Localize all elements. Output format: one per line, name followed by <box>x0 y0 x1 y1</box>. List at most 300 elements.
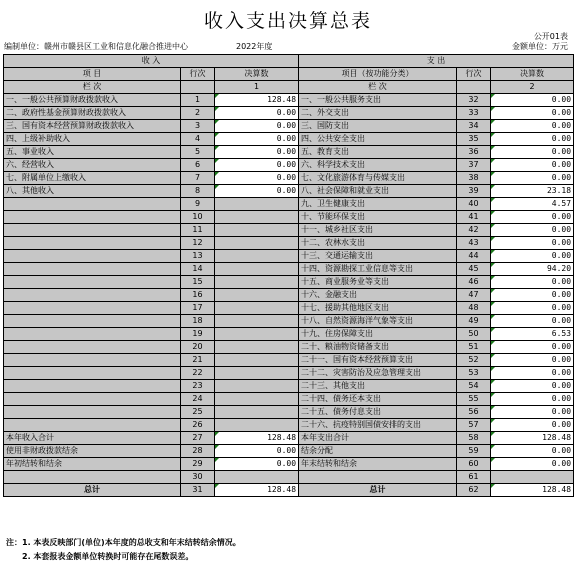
expense-amount-cell[interactable] <box>491 315 574 328</box>
table-row <box>4 393 574 406</box>
table-row <box>4 445 574 458</box>
income-line-cell[interactable]: 8 <box>181 185 215 198</box>
expense-item-cell[interactable]: 十四、资源勘探工业信息等支出 <box>299 263 457 276</box>
expense-line-cell[interactable]: 60 <box>457 458 491 471</box>
expense-line-cell[interactable]: 36 <box>457 146 491 159</box>
table-row <box>4 250 574 263</box>
income-line-cell[interactable]: 23 <box>181 380 215 393</box>
expense-item-cell[interactable]: 二十四、债务还本支出 <box>299 393 457 406</box>
income-line-cell[interactable]: 6 <box>181 159 215 172</box>
expense-amount-cell[interactable] <box>491 276 574 289</box>
income-amount-cell[interactable] <box>215 198 299 211</box>
expense-item-cell[interactable]: 十八、自然资源海洋气象等支出 <box>299 315 457 328</box>
income-amount-cell[interactable] <box>215 94 299 107</box>
expense-item-cell[interactable]: 十七、援助其他地区支出 <box>299 302 457 315</box>
expense-line-cell[interactable]: 35 <box>457 133 491 146</box>
income-line-cell[interactable]: 24 <box>181 393 215 406</box>
income-item-cell[interactable]: 年初结转和结余 <box>4 458 181 471</box>
income-amount-cell[interactable] <box>215 315 299 328</box>
income-item-cell[interactable]: 八、其他收入 <box>4 185 181 198</box>
expense-item-cell[interactable]: 十六、金融支出 <box>299 289 457 302</box>
cell-value: 0.00 <box>276 173 297 182</box>
income-line-cell[interactable]: 21 <box>181 354 215 367</box>
expense-line-cell[interactable]: 33 <box>457 107 491 120</box>
income-item-cell[interactable] <box>4 406 181 419</box>
report-meta <box>0 40 576 53</box>
expense-col-label[interactable]: 栏 次 <box>299 81 457 94</box>
income-line-cell[interactable]: 5 <box>181 146 215 159</box>
table-row <box>4 276 574 289</box>
expense-amount-cell[interactable] <box>491 432 574 445</box>
income-line-cell[interactable]: 28 <box>181 445 215 458</box>
income-line-cell[interactable]: 19 <box>181 328 215 341</box>
expense-item-cell[interactable]: 十一、城乡社区支出 <box>299 224 457 237</box>
table-row <box>4 133 574 146</box>
cell-value: 0.00 <box>551 420 572 429</box>
expense-line-cell[interactable]: 59 <box>457 445 491 458</box>
table-row <box>4 419 574 432</box>
expense-item-cell[interactable]: 二十三、其他支出 <box>299 380 457 393</box>
income-line-cell[interactable]: 9 <box>181 198 215 211</box>
expense-amount-cell[interactable] <box>491 159 574 172</box>
income-item-cell[interactable] <box>4 367 181 380</box>
income-item-cell[interactable] <box>4 289 181 302</box>
cell-value: 0.00 <box>551 134 572 143</box>
table-row <box>4 211 574 224</box>
income-amount-cell[interactable] <box>215 341 299 354</box>
expense-item-cell[interactable]: 五、教育支出 <box>299 146 457 159</box>
income-line-cell[interactable]: 29 <box>181 458 215 471</box>
expense-amount-cell[interactable] <box>491 445 574 458</box>
cell-value: 0.00 <box>276 446 297 455</box>
income-amount-cell[interactable] <box>215 263 299 276</box>
expense-item-cell[interactable]: 二十五、债务付息支出 <box>299 406 457 419</box>
income-line-cell[interactable]: 16 <box>181 289 215 302</box>
expense-line-cell[interactable]: 41 <box>457 211 491 224</box>
footnote-1: 注：1. 本表反映部门(单位)本年度的总收支和年末结转结余情况。 <box>6 538 241 547</box>
income-amount-cell[interactable] <box>215 250 299 263</box>
table-row <box>4 120 574 133</box>
expense-item-cell[interactable]: 一、一般公共服务支出 <box>299 94 457 107</box>
cell-marker-icon <box>491 237 495 241</box>
income-item-cell[interactable]: 四、上级补助收入 <box>4 133 181 146</box>
income-line-header[interactable]: 行次 <box>181 68 215 81</box>
income-line-cell[interactable]: 2 <box>181 107 215 120</box>
expense-line-cell[interactable]: 37 <box>457 159 491 172</box>
income-item-cell[interactable] <box>4 380 181 393</box>
expense-amount-cell[interactable] <box>491 198 574 211</box>
expense-line-cell[interactable]: 38 <box>457 172 491 185</box>
cell-marker-icon <box>491 367 495 371</box>
income-item-cell[interactable]: 六、经营收入 <box>4 159 181 172</box>
expense-amount-cell[interactable] <box>491 484 574 497</box>
cell-marker-icon <box>215 484 219 488</box>
expense-amount-cell[interactable] <box>491 94 574 107</box>
cell-value: 0.00 <box>551 394 572 403</box>
income-line-cell[interactable]: 25 <box>181 406 215 419</box>
table-row <box>4 159 574 172</box>
cell-marker-icon <box>491 419 495 423</box>
expense-line-cell[interactable]: 34 <box>457 120 491 133</box>
table-row <box>4 146 574 159</box>
income-line-cell[interactable]: 22 <box>181 367 215 380</box>
cell-marker-icon <box>491 172 495 176</box>
expense-item-cell[interactable] <box>299 471 457 484</box>
income-item-cell[interactable] <box>4 263 181 276</box>
income-item-cell[interactable] <box>4 198 181 211</box>
cell-value: 0.00 <box>276 134 297 143</box>
cell-marker-icon <box>491 341 495 345</box>
column-index-row <box>4 81 574 94</box>
income-amount-cell[interactable] <box>215 120 299 133</box>
income-amount-cell[interactable] <box>215 224 299 237</box>
expense-item-cell[interactable]: 二十、粮油物资储备支出 <box>299 341 457 354</box>
cell-marker-icon <box>215 146 219 150</box>
expense-amount-cell[interactable] <box>491 328 574 341</box>
expense-item-cell[interactable]: 十三、交通运输支出 <box>299 250 457 263</box>
expense-item-cell[interactable]: 年末结转和结余 <box>299 458 457 471</box>
income-section-header[interactable]: 收 入 <box>4 55 299 68</box>
income-line-cell[interactable]: 26 <box>181 419 215 432</box>
cell-marker-icon <box>491 393 495 397</box>
income-item-cell[interactable]: 使用非财政拨款结余 <box>4 445 181 458</box>
income-line-cell[interactable]: 17 <box>181 302 215 315</box>
cell-value: 0.00 <box>551 238 572 247</box>
expense-line-cell[interactable]: 32 <box>457 94 491 107</box>
expense-line-cell[interactable]: 52 <box>457 354 491 367</box>
income-amount-cell[interactable] <box>215 432 299 445</box>
cell-value: 0.00 <box>551 212 572 221</box>
income-amount-cell[interactable] <box>215 419 299 432</box>
expense-line-cell[interactable]: 61 <box>457 471 491 484</box>
table-row <box>4 107 574 120</box>
income-amount-cell[interactable] <box>215 146 299 159</box>
cell-marker-icon <box>215 133 219 137</box>
expense-amount-cell[interactable] <box>491 289 574 302</box>
income-item-cell[interactable]: 七、附属单位上缴收入 <box>4 172 181 185</box>
expense-amount-cell[interactable] <box>491 380 574 393</box>
expense-item-cell[interactable]: 六、科学技术支出 <box>299 159 457 172</box>
expense-item-cell[interactable]: 二、外交支出 <box>299 107 457 120</box>
cell-marker-icon <box>215 185 219 189</box>
expense-line-cell[interactable]: 44 <box>457 250 491 263</box>
income-col-label[interactable]: 栏 次 <box>4 81 181 94</box>
expense-item-cell[interactable]: 总计 <box>299 484 457 497</box>
expense-amount-cell[interactable] <box>491 419 574 432</box>
expense-line-cell[interactable]: 57 <box>457 419 491 432</box>
cell-marker-icon <box>491 120 495 124</box>
expense-line-cell[interactable]: 58 <box>457 432 491 445</box>
income-line-cell[interactable]: 13 <box>181 250 215 263</box>
income-item-cell[interactable] <box>4 302 181 315</box>
income-amount-cell[interactable] <box>215 406 299 419</box>
table-row <box>4 315 574 328</box>
income-amount-cell[interactable] <box>215 237 299 250</box>
expense-item-cell[interactable]: 七、文化旅游体育与传媒支出 <box>299 172 457 185</box>
cell-marker-icon <box>491 354 495 358</box>
cell-value: 0.00 <box>551 355 572 364</box>
table-row <box>4 458 574 471</box>
expense-item-cell[interactable]: 十五、商业服务业等支出 <box>299 276 457 289</box>
income-line-cell[interactable]: 31 <box>181 484 215 497</box>
expense-amount-cell[interactable] <box>491 367 574 380</box>
income-line-cell[interactable]: 11 <box>181 224 215 237</box>
cell-value: 0.00 <box>551 368 572 377</box>
cell-value: 0.00 <box>551 251 572 260</box>
table-row <box>4 263 574 276</box>
income-amount-cell[interactable] <box>215 367 299 380</box>
cell-marker-icon <box>491 94 495 98</box>
expense-col-blank[interactable] <box>457 81 491 94</box>
expense-amount-cell[interactable] <box>491 211 574 224</box>
cell-value: 0.00 <box>551 121 572 130</box>
expense-line-cell[interactable]: 55 <box>457 393 491 406</box>
expense-item-cell[interactable]: 十九、住房保障支出 <box>299 328 457 341</box>
expense-line-cell[interactable]: 43 <box>457 237 491 250</box>
income-item-cell[interactable]: 二、政府性基金预算财政拨款收入 <box>4 107 181 120</box>
cell-value: 128.48 <box>267 485 297 494</box>
income-item-cell[interactable] <box>4 393 181 406</box>
table-row <box>4 341 574 354</box>
income-item-cell[interactable] <box>4 328 181 341</box>
income-col-number[interactable]: 1 <box>215 81 299 94</box>
cell-marker-icon <box>215 120 219 124</box>
income-item-cell[interactable] <box>4 471 181 484</box>
expense-item-cell[interactable]: 结余分配 <box>299 445 457 458</box>
cell-marker-icon <box>491 263 495 267</box>
cell-marker-icon <box>215 458 219 462</box>
cell-value: 4.57 <box>551 199 572 208</box>
cell-value: 0.00 <box>551 290 572 299</box>
table-row <box>4 224 574 237</box>
table-row <box>4 198 574 211</box>
cell-marker-icon <box>491 159 495 163</box>
cell-marker-icon <box>491 107 495 111</box>
expense-line-cell[interactable]: 51 <box>457 341 491 354</box>
expense-amount-cell[interactable] <box>491 263 574 276</box>
expense-line-cell[interactable]: 42 <box>457 224 491 237</box>
table-row <box>4 406 574 419</box>
expense-section-header[interactable]: 支 出 <box>299 55 574 68</box>
expense-amount-cell[interactable] <box>491 107 574 120</box>
income-amount-cell[interactable] <box>215 302 299 315</box>
expense-line-cell[interactable]: 45 <box>457 263 491 276</box>
income-amount-cell[interactable] <box>215 458 299 471</box>
expense-amount-cell[interactable] <box>491 471 574 484</box>
footnote-2: 2. 本套报表金额单位转换时可能存在尾数误差。 <box>22 552 194 561</box>
cell-value: 0.00 <box>551 277 572 286</box>
cell-marker-icon <box>491 380 495 384</box>
income-line-cell[interactable]: 4 <box>181 133 215 146</box>
cell-value: 0.00 <box>276 160 297 169</box>
cell-marker-icon <box>491 185 495 189</box>
cell-marker-icon <box>491 432 495 436</box>
income-amount-cell[interactable] <box>215 185 299 198</box>
cell-marker-icon <box>491 198 495 202</box>
expense-line-cell[interactable]: 56 <box>457 406 491 419</box>
income-item-cell[interactable] <box>4 315 181 328</box>
expense-line-cell[interactable]: 46 <box>457 276 491 289</box>
cell-value: 0.00 <box>551 95 572 104</box>
income-amount-cell[interactable] <box>215 289 299 302</box>
expense-amount-header[interactable]: 决算数 <box>491 68 574 81</box>
income-amount-cell[interactable] <box>215 133 299 146</box>
income-item-cell[interactable] <box>4 250 181 263</box>
table-row <box>4 185 574 198</box>
footnotes <box>6 536 241 564</box>
expense-amount-cell[interactable] <box>491 133 574 146</box>
income-line-cell[interactable]: 3 <box>181 120 215 133</box>
income-item-cell[interactable]: 三、国有资本经营预算财政拨款收入 <box>4 120 181 133</box>
table-row <box>4 94 574 107</box>
cell-marker-icon <box>215 432 219 436</box>
expense-item-cell[interactable]: 二十一、国有资本经营预算支出 <box>299 354 457 367</box>
cell-marker-icon <box>491 133 495 137</box>
cell-marker-icon <box>491 224 495 228</box>
income-item-cell[interactable]: 总计 <box>4 484 181 497</box>
cell-value: 0.00 <box>551 160 572 169</box>
expense-amount-cell[interactable] <box>491 354 574 367</box>
income-item-cell[interactable] <box>4 276 181 289</box>
income-line-cell[interactable]: 27 <box>181 432 215 445</box>
expense-amount-cell[interactable] <box>491 120 574 133</box>
income-amount-cell[interactable] <box>215 107 299 120</box>
income-item-cell[interactable] <box>4 224 181 237</box>
title-bar <box>0 0 576 41</box>
expense-line-cell[interactable]: 53 <box>457 367 491 380</box>
income-line-cell[interactable]: 18 <box>181 315 215 328</box>
report-title: 收入支出决算总表 <box>203 10 372 32</box>
table-row <box>4 172 574 185</box>
expense-item-cell[interactable]: 九、卫生健康支出 <box>299 198 457 211</box>
expense-amount-cell[interactable] <box>491 185 574 198</box>
expense-item-cell[interactable]: 十二、农林水支出 <box>299 237 457 250</box>
cell-marker-icon <box>491 289 495 293</box>
table-row <box>4 237 574 250</box>
expense-item-cell[interactable]: 二十六、抗疫特别国债安排的支出 <box>299 419 457 432</box>
table-row <box>4 328 574 341</box>
cell-value: 0.00 <box>551 459 572 468</box>
income-item-cell[interactable] <box>4 237 181 250</box>
expense-line-cell[interactable]: 49 <box>457 315 491 328</box>
income-amount-cell[interactable] <box>215 328 299 341</box>
income-item-cell[interactable] <box>4 354 181 367</box>
table-row <box>4 289 574 302</box>
expense-item-cell[interactable]: 二十二、灾害防治及应急管理支出 <box>299 367 457 380</box>
income-amount-header[interactable]: 决算数 <box>215 68 299 81</box>
cell-marker-icon <box>491 328 495 332</box>
cell-marker-icon <box>491 406 495 410</box>
expense-line-cell[interactable]: 62 <box>457 484 491 497</box>
cell-value: 0.00 <box>551 108 572 117</box>
expense-line-cell[interactable]: 50 <box>457 328 491 341</box>
income-line-cell[interactable]: 30 <box>181 471 215 484</box>
expense-line-cell[interactable]: 48 <box>457 302 491 315</box>
expense-item-header[interactable]: 项目（按功能分类） <box>299 68 457 81</box>
expense-item-cell[interactable]: 四、公共安全支出 <box>299 133 457 146</box>
income-line-cell[interactable]: 15 <box>181 276 215 289</box>
form-code: 公开01表 <box>533 32 568 41</box>
cell-value: 0.00 <box>551 381 572 390</box>
income-item-cell[interactable] <box>4 341 181 354</box>
income-line-cell[interactable]: 1 <box>181 94 215 107</box>
expense-line-cell[interactable]: 40 <box>457 198 491 211</box>
cell-value: 23.18 <box>546 186 572 195</box>
income-amount-cell[interactable] <box>215 484 299 497</box>
cell-value: 0.00 <box>551 407 572 416</box>
income-col-blank[interactable] <box>181 81 215 94</box>
income-amount-cell[interactable] <box>215 276 299 289</box>
expense-amount-cell[interactable] <box>491 302 574 315</box>
income-amount-cell[interactable] <box>215 354 299 367</box>
cell-value: 0.00 <box>276 108 297 117</box>
expense-line-cell[interactable]: 47 <box>457 289 491 302</box>
expense-amount-cell[interactable] <box>491 146 574 159</box>
expense-item-cell[interactable]: 三、国防支出 <box>299 120 457 133</box>
income-line-cell[interactable]: 20 <box>181 341 215 354</box>
cell-value: 128.48 <box>267 95 297 104</box>
unit-label: 编制单位：赣州市赣县区工业和信息化融合推进中心 <box>4 42 188 51</box>
expense-amount-cell[interactable] <box>491 341 574 354</box>
expense-item-cell[interactable]: 本年支出合计 <box>299 432 457 445</box>
cell-marker-icon <box>491 458 495 462</box>
expense-amount-cell[interactable] <box>491 237 574 250</box>
expense-amount-cell[interactable] <box>491 250 574 263</box>
cell-marker-icon <box>215 172 219 176</box>
column-header-row <box>4 68 574 81</box>
income-amount-cell[interactable] <box>215 380 299 393</box>
cell-value: 0.00 <box>551 446 572 455</box>
cell-marker-icon <box>491 146 495 150</box>
income-item-cell[interactable]: 五、事业收入 <box>4 146 181 159</box>
cell-marker-icon <box>215 107 219 111</box>
cell-value: 0.00 <box>551 173 572 182</box>
income-line-cell[interactable]: 10 <box>181 211 215 224</box>
income-item-cell[interactable]: 本年收入合计 <box>4 432 181 445</box>
income-item-cell[interactable] <box>4 211 181 224</box>
income-amount-cell[interactable] <box>215 471 299 484</box>
expense-amount-cell[interactable] <box>491 393 574 406</box>
expense-col-number[interactable]: 2 <box>491 81 574 94</box>
expense-amount-cell[interactable] <box>491 458 574 471</box>
table-row <box>4 367 574 380</box>
income-amount-cell[interactable] <box>215 445 299 458</box>
income-line-cell[interactable]: 7 <box>181 172 215 185</box>
cell-value: 0.00 <box>276 121 297 130</box>
income-amount-cell[interactable] <box>215 393 299 406</box>
income-item-cell[interactable] <box>4 419 181 432</box>
income-item-header[interactable]: 项 目 <box>4 68 181 81</box>
income-line-cell[interactable]: 14 <box>181 263 215 276</box>
cell-value: 0.00 <box>551 303 572 312</box>
expense-amount-cell[interactable] <box>491 406 574 419</box>
income-amount-cell[interactable] <box>215 159 299 172</box>
expense-item-cell[interactable]: 八、社会保障和就业支出 <box>299 185 457 198</box>
expense-amount-cell[interactable] <box>491 224 574 237</box>
expense-line-header[interactable]: 行次 <box>457 68 491 81</box>
expense-line-cell[interactable]: 39 <box>457 185 491 198</box>
table-row <box>4 484 574 497</box>
expense-item-cell[interactable]: 十、节能环保支出 <box>299 211 457 224</box>
income-amount-cell[interactable] <box>215 172 299 185</box>
income-line-cell[interactable]: 12 <box>181 237 215 250</box>
expense-amount-cell[interactable] <box>491 172 574 185</box>
income-item-cell[interactable]: 一、一般公共预算财政拨款收入 <box>4 94 181 107</box>
amount-unit: 金额单位：万元 <box>512 42 568 51</box>
income-amount-cell[interactable] <box>215 211 299 224</box>
expense-line-cell[interactable]: 54 <box>457 380 491 393</box>
cell-value: 128.48 <box>267 433 297 442</box>
